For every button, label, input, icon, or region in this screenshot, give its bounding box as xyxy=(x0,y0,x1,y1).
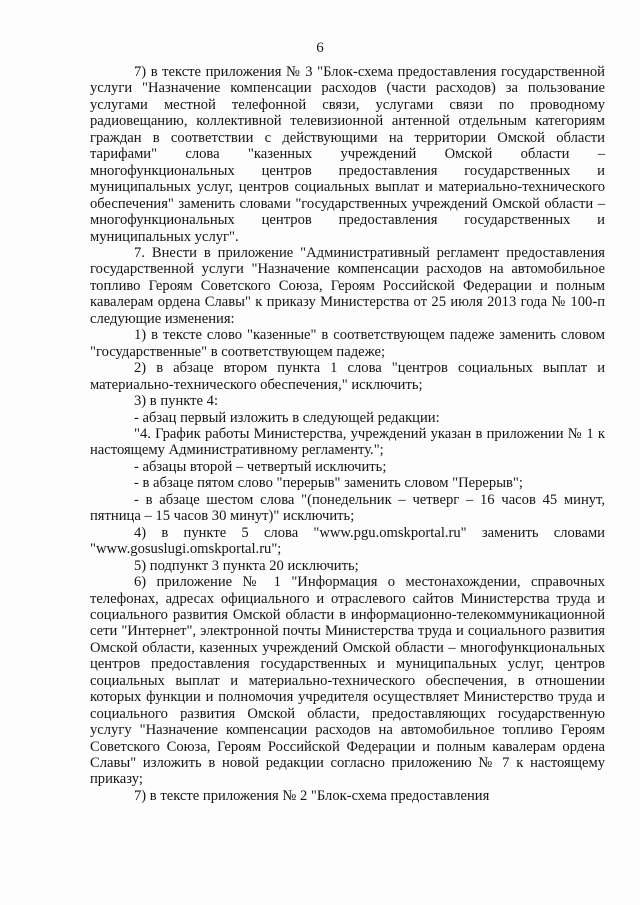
paragraph-item-2: 2) в абзаце втором пункта 1 слова "центров социальных выплат и материально-технического обеспечения," исключить; xyxy=(90,360,605,393)
paragraph-item-6: 6) приложение № 1 "Информация о местонахождении, справочных телефонах, адресах официального и отраслевого сайтов Министерства труда и социального развития Омской области в информационно-телекоммуникационной сети "Интернет", электронной почты Министерства труда и социального развития Омской области, казенных учреждений Омской области – многофункциональных центров предоставления государственных и муниципальных услуг, центров социальных выплат и материально-технического обеспечения, в отношении которых функции и полномочия учредителя осуществляет Министерство труда и социального развития Омской области, предоставляющих государственную услугу "Назначение компенсации расходов на автомобильное топливо Героям Советского Союза, Героям Российской Федерации и полным кавалерам ордена Славы" изложить в новой редакции согласно приложению № 7 к настоящему приказу; xyxy=(90,574,605,788)
paragraph-dash-fifth: - в абзаце пятом слово "перерыв" заменить словом "Перерыв"; xyxy=(134,475,523,492)
paragraph-item-5: 5) подпункт 3 пункта 20 исключить; xyxy=(134,557,359,574)
paragraph-dash-second: - абзацы второй – четвертый исключить; xyxy=(134,458,387,475)
paragraph-item-7-annex-3: 7) в тексте приложения № 3 "Блок-схема предоставления государственной услуги "Назначение компенсации расходов (части расходов) за пользование услугами местной телефонной связи, услугами связи по проводному радиовещанию, коллективной телевизионной антенной отдельным категориям граждан в соответствии с действующими на территории Омской области тарифами" слова "казенных учреждений Омской области – многофункциональных центров предоставления государственных и муниципальных услуг, центров социальных выплат и материально-технического обеспечения" заменить словами "государственных учреждений Омской области – многофункциональных центров предоставления государственных и муниципальных услуг". xyxy=(90,64,605,245)
paragraph-section-7: 7. Внести в приложение "Административный регламент предоставления государственной услуги "Назначение компенсации расходов на автомобильное топливо Героям Советского Союза, Героям Российской Федерации и полным кавалерам ордена Славы" к приказу Министерства от 25 июля 2013 года № 100-п следующие изменения: xyxy=(90,244,605,327)
paragraph-dash-sixth: - в абзаце шестом слова "(понедельник – четверг – 16 часов 45 минут, пятница – 15 часов 30 минут)" исключить; xyxy=(90,491,605,525)
paragraph-item-7-annex-2: 7) в тексте приложения № 2 "Блок-схема предоставления xyxy=(134,787,490,804)
paragraph-item-4: 4) в пункте 5 слова "www.pgu.omskportal.ru" заменить словами "www.gosuslugi.omskportal.ru"; xyxy=(90,524,605,558)
paragraph-quote-schedule: "4. График работы Министерства, учреждений указан в приложении № 1 к настоящему Административному регламенту."; xyxy=(90,425,605,459)
document-body xyxy=(90,64,605,804)
paragraph-item-3: 3) в пункте 4: xyxy=(134,393,219,410)
paragraph-dash-first: - абзац первый изложить в следующей редакции: xyxy=(134,409,440,426)
paragraph-item-1: 1) в тексте слово "казенные" в соответствующем падеже заменить словом "государственные" в соответствующем падеже; xyxy=(90,327,605,360)
page-number: 6 xyxy=(316,40,324,56)
